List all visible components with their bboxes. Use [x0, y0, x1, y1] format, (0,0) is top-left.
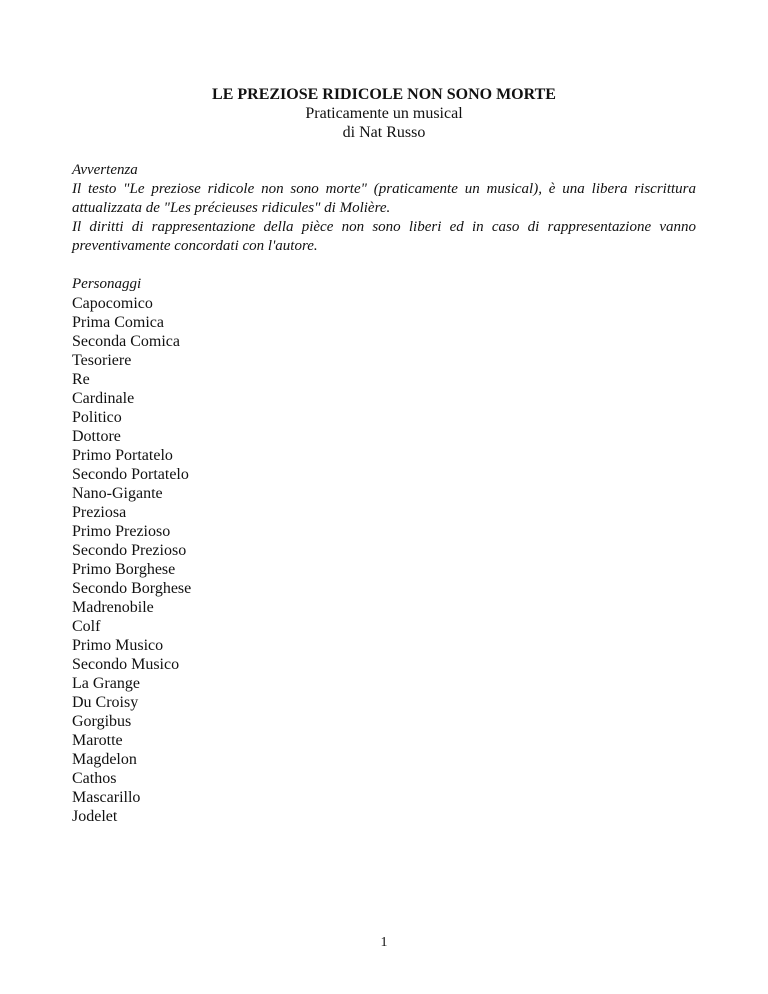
cast-item: Gorgibus: [72, 713, 132, 730]
cast-item: La Grange: [72, 675, 140, 692]
cast-item: Magdelon: [72, 751, 137, 768]
cast-item: Secondo Musico: [72, 656, 180, 673]
cast-item: Capocomico: [72, 295, 153, 312]
cast-heading: Personaggi: [72, 276, 142, 292]
cast-item: Madrenobile: [72, 599, 154, 616]
cast-item: Mascarillo: [72, 789, 141, 806]
cast-item: Cardinale: [72, 390, 135, 407]
page-number: 1: [380, 935, 388, 950]
cast-item: Cathos: [72, 770, 117, 787]
cast-item: Primo Borghese: [72, 561, 176, 578]
document-page: [72, 80, 696, 826]
cast-item: Secondo Borghese: [72, 580, 192, 597]
cast-item: Prima Comica: [72, 314, 164, 331]
cast-item: Secondo Prezioso: [72, 542, 187, 559]
document-author: di Nat Russo: [342, 124, 426, 141]
cast-item: Secondo Portatelo: [72, 466, 189, 483]
cast-item: Colf: [72, 618, 101, 635]
cast-item: Du Croisy: [72, 694, 139, 711]
cast-item: Dottore: [72, 428, 121, 445]
document-title: LE PREZIOSE RIDICOLE NON SONO MORTE: [212, 86, 556, 103]
cast-item: Re: [72, 371, 90, 388]
cast-list: [72, 294, 696, 826]
cast-item: Nano-Gigante: [72, 485, 163, 502]
cast-item: Preziosa: [72, 504, 127, 521]
document-subtitle: Praticamente un musical: [305, 105, 463, 122]
cast-item: Primo Musico: [72, 637, 164, 654]
warning-section: [72, 161, 696, 256]
warning-paragraph: Il diritti di rappresentazione della pièce non sono liberi ed in caso di rappresentazione vanno preventivamente concordati con l'autore.: [72, 219, 696, 254]
cast-item: Primo Prezioso: [72, 523, 171, 540]
cast-item: Seconda Comica: [72, 333, 180, 350]
cast-item: Jodelet: [72, 808, 118, 825]
cast-item: Primo Portatelo: [72, 447, 173, 464]
warning-heading: Avvertenza: [72, 162, 138, 178]
cast-item: Politico: [72, 409, 122, 426]
cast-item: Tesoriere: [72, 352, 132, 369]
warning-paragraph: Il testo "Le preziose ridicole non sono morte" (praticamente un musical), è una libera riscrittura attualizzata de "Les précieuses ridicules" di Molière.: [72, 181, 696, 216]
cast-item: Marotte: [72, 732, 123, 749]
